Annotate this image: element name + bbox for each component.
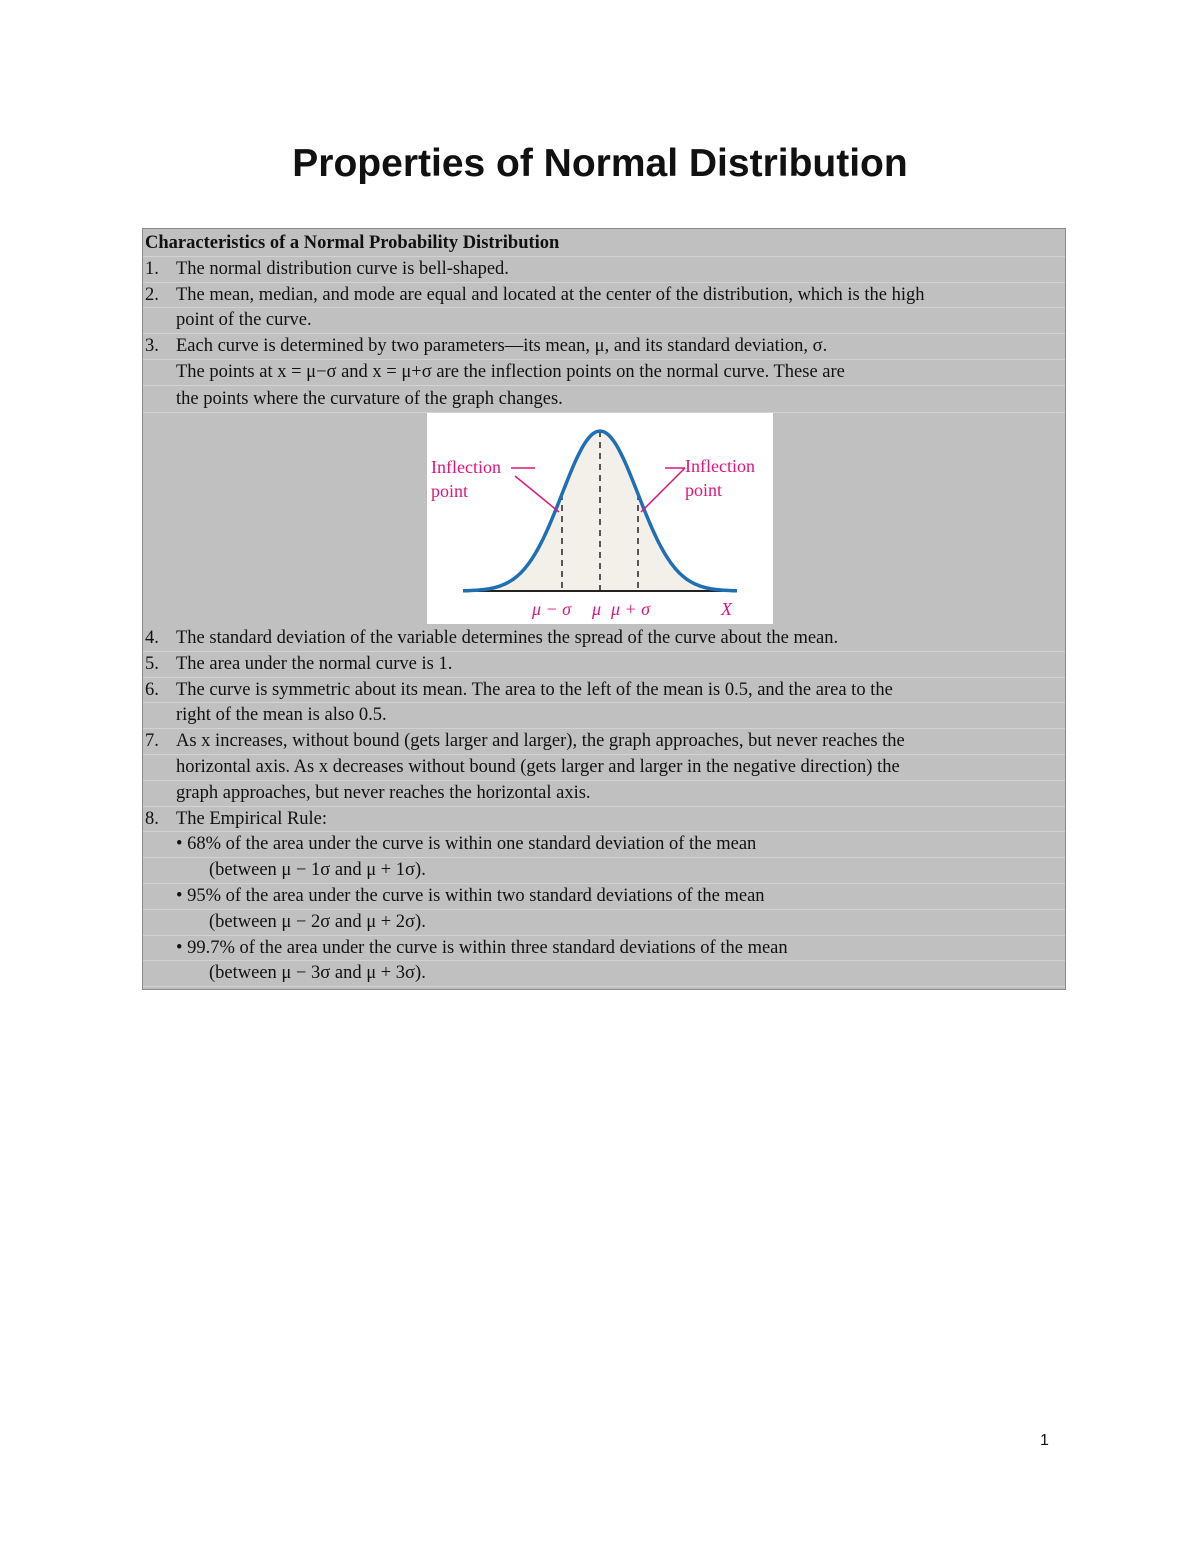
item-text: The area under the normal curve is 1. xyxy=(176,653,453,674)
item-text: The normal distribution curve is bell-shaped. xyxy=(176,258,509,279)
range-text: (between μ − 2σ and μ + 2σ). xyxy=(209,911,426,932)
empirical-rule-range xyxy=(143,910,1065,936)
tick-label-mu-plus-sigma: μ + σ xyxy=(611,599,651,619)
tick-label-mu-minus-sigma: μ − σ xyxy=(532,599,572,619)
item-text: The points at x = μ−σ and x = μ+σ are the inflection points on the normal curve. These are xyxy=(176,362,845,382)
item-number: 4. xyxy=(145,628,159,648)
left-pointer-line xyxy=(515,476,559,512)
empirical-rule-range xyxy=(143,961,1065,987)
range-text: (between μ − 1σ and μ + 1σ). xyxy=(209,860,426,881)
axis-label-x: X xyxy=(721,599,732,619)
item-text: As x increases, without bound (gets larger and larger), the graph approaches, but never reaches the xyxy=(176,731,905,752)
page-title: Properties of Normal Distribution xyxy=(292,142,908,185)
tick-label-mu: μ xyxy=(592,599,602,619)
item-text: The standard deviation of the variable determines the spread of the curve about the mean. xyxy=(176,628,839,648)
item-number: 6. xyxy=(145,679,159,700)
right-pointer-line xyxy=(641,468,685,512)
item-text: point of the curve. xyxy=(176,310,312,331)
empirical-rule-range xyxy=(143,858,1065,884)
left-inflection-label: Inflection xyxy=(431,457,501,477)
bullet-text: • 99.7% of the area under the curve is within three standard deviations of the mean xyxy=(176,937,788,958)
item-text: right of the mean is also 0.5. xyxy=(176,705,387,726)
list-item xyxy=(143,283,1065,309)
normal-curve-svg xyxy=(427,413,773,624)
list-item xyxy=(143,807,1065,833)
list-item xyxy=(143,678,1065,704)
bullet-text: • 95% of the area under the curve is within two standard deviations of the mean xyxy=(176,886,765,906)
item-text: the points where the curvature of the graph changes. xyxy=(176,389,563,409)
list-item xyxy=(143,334,1065,360)
empirical-rule-bullet xyxy=(143,832,1065,858)
item-number: 3. xyxy=(145,336,159,357)
list-item xyxy=(143,652,1065,678)
list-item xyxy=(143,257,1065,283)
normal-curve-figure xyxy=(427,413,773,624)
item-number: 5. xyxy=(145,653,159,674)
box-heading-row xyxy=(143,231,1065,257)
range-text: (between μ − 3σ and μ + 3σ). xyxy=(209,963,426,984)
list-item xyxy=(143,729,1065,755)
list-item-continuation xyxy=(143,308,1065,334)
right-inflection-label-2: point xyxy=(685,480,723,500)
left-inflection-label-2: point xyxy=(431,481,469,501)
box-heading: Characteristics of a Normal Probability Distribution xyxy=(145,233,560,253)
item-number: 7. xyxy=(145,731,159,752)
item-text: horizontal axis. As x decreases without bound (gets larger and larger in the negative direction) the xyxy=(176,757,900,777)
empirical-rule-bullet xyxy=(143,884,1065,910)
list-item-continuation xyxy=(143,387,1065,413)
list-item-continuation xyxy=(143,703,1065,729)
list-item-continuation xyxy=(143,781,1065,807)
item-text: Each curve is determined by two parameters—its mean, μ, and its standard deviation, σ. xyxy=(176,336,828,357)
empirical-rule-bullet xyxy=(143,936,1065,962)
characteristics-box xyxy=(142,228,1066,990)
item-text: The curve is symmetric about its mean. The area to the left of the mean is 0.5, and the area to the xyxy=(176,679,893,700)
bullet-text: • 68% of the area under the curve is within one standard deviation of the mean xyxy=(176,834,757,855)
list-item-continuation xyxy=(143,360,1065,386)
list-item-continuation xyxy=(143,755,1065,781)
item-number: 1. xyxy=(145,258,159,279)
page-number: 1 xyxy=(1040,1432,1049,1449)
item-text: graph approaches, but never reaches the horizontal axis. xyxy=(176,782,591,803)
list-item xyxy=(143,626,1065,652)
right-inflection-label: Inflection xyxy=(685,456,755,476)
item-number: 8. xyxy=(145,808,159,829)
item-text: The Empirical Rule: xyxy=(176,808,328,829)
item-text: The mean, median, and mode are equal and located at the center of the distribution, which is the high xyxy=(176,284,925,305)
item-number: 2. xyxy=(145,284,159,305)
